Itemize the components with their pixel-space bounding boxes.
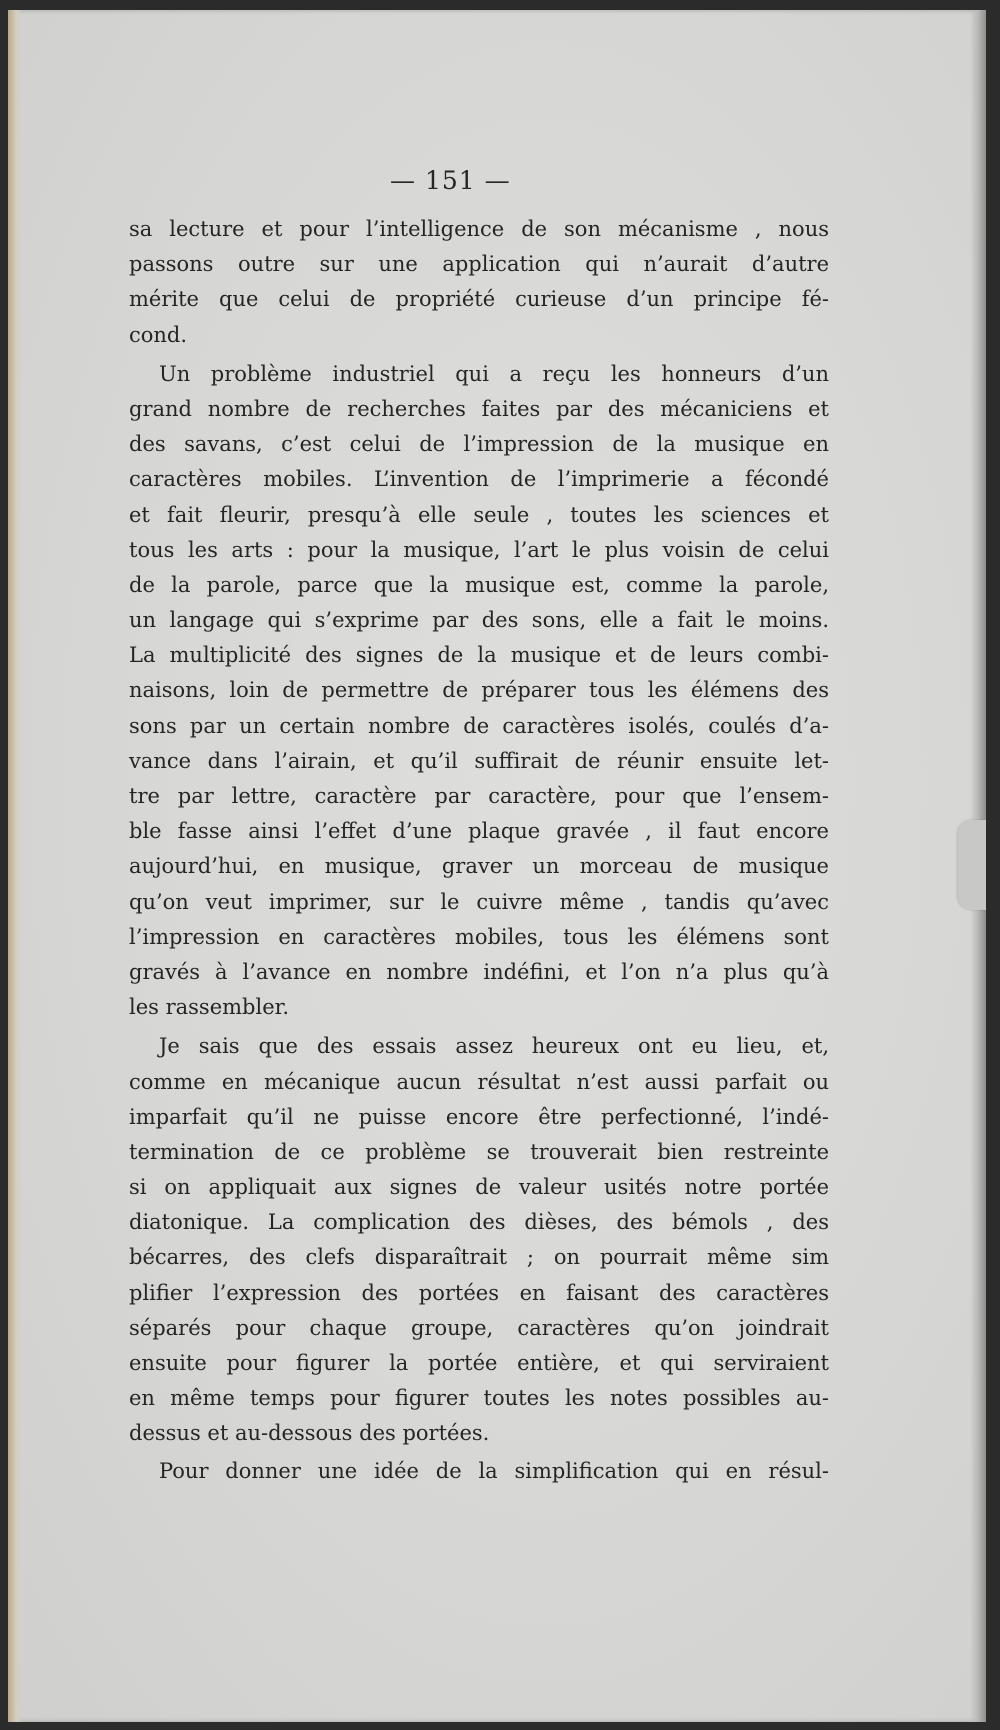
text-line: vance dans l’airain, et qu’il suffirait de réunir ensuite let- — [129, 748, 829, 773]
text-line: dessus et au-dessous des portées. — [129, 1421, 490, 1446]
text-line: de la parole, parce que la musique est, comme la parole, — [129, 572, 829, 597]
text-line: si on appliquait aux signes de valeur usités notre portée — [129, 1175, 829, 1200]
body-text — [129, 212, 829, 1489]
text-line: l’impression en caractères mobiles, tous les élémens sont — [129, 924, 829, 949]
text-line: comme en mécanique aucun résultat n’est aussi parfait ou — [129, 1069, 829, 1094]
text-line: aujourd’hui, en musique, graver un morceau de musique — [129, 854, 829, 879]
text-line: les rassembler. — [129, 995, 290, 1020]
text-line: et fait fleurir, presqu’à elle seule , toutes les sciences et — [129, 502, 829, 527]
paragraph — [129, 1454, 829, 1489]
text-line: termination de ce problème se trouverait bien restreinte — [129, 1139, 829, 1164]
text-line: qu’on veut imprimer, sur le cuivre même , tandis qu’avec — [129, 889, 829, 914]
text-line: diatonique. La complication des dièses, des bémols , des — [129, 1210, 829, 1235]
text-line: tre par lettre, caractère par caractère, pour que l’ensem- — [129, 784, 829, 808]
text-line: grand nombre de recherches faites par des mécaniciens et — [129, 396, 829, 421]
text-line: passons outre sur une application qui n’aurait d’autre — [129, 252, 829, 277]
text-line: Pour donner une idée de la simplification qui en résul- — [159, 1458, 829, 1483]
text-line: cond. — [129, 322, 188, 347]
text-line: des savans, c’est celui de l’impression de la musique en — [129, 432, 829, 457]
text-line: Je sais que des essais assez heureux ont eu lieu, et, — [159, 1034, 829, 1059]
text-line: La multiplicité des signes de la musique et de leurs combi- — [129, 643, 829, 668]
text-line: plifier l’expression des portées en faisant des caractères — [129, 1280, 829, 1305]
paragraph — [129, 1029, 829, 1451]
text-line: un langage qui s’exprime par des sons, elle a fait le moins. — [129, 608, 829, 633]
paragraph — [129, 212, 829, 353]
text-line: caractères mobiles. L’invention de l’imprimerie a fécondé — [129, 467, 829, 492]
text-line: séparés pour chaque groupe, caractères qu’on joindrait — [129, 1315, 829, 1340]
page-fold-tab — [958, 820, 986, 910]
text-line: imparfait qu’il ne puisse encore être perfectionné, l’indé- — [129, 1104, 829, 1129]
text-line: tous les arts : pour la musique, l’art le plus voisin de celui — [129, 537, 829, 562]
text-line: Un problème industriel qui a reçu les honneurs d’un — [159, 361, 829, 386]
text-line: sa lecture et pour l’intelligence de son mécanisme , nous — [129, 217, 829, 241]
text-line: ensuite pour figurer la portée entière, et qui serviraient — [129, 1351, 829, 1375]
text-line: ble fasse ainsi l’effet d’une plaque gravée , il faut encore — [129, 819, 829, 844]
text-line: sons par un certain nombre de caractères isolés, coulés d’a- — [129, 713, 829, 738]
paragraph — [129, 357, 829, 1026]
text-line: en même temps pour figurer toutes les notes possibles au- — [129, 1386, 829, 1411]
text-line: bécarres, des clefs disparaîtrait ; on pourrait même sim — [129, 1245, 829, 1270]
text-line: gravés à l’avance en nombre indéfini, et l’on n’a plus qu’à — [129, 959, 829, 984]
page-number: — 151 — — [390, 166, 511, 195]
text-line: naisons, loin de permettre de préparer tous les élémens des — [129, 678, 829, 703]
page-gutter-edge — [8, 10, 22, 1722]
text-line: mérite que celui de propriété curieuse d’un principe fé- — [129, 287, 829, 312]
